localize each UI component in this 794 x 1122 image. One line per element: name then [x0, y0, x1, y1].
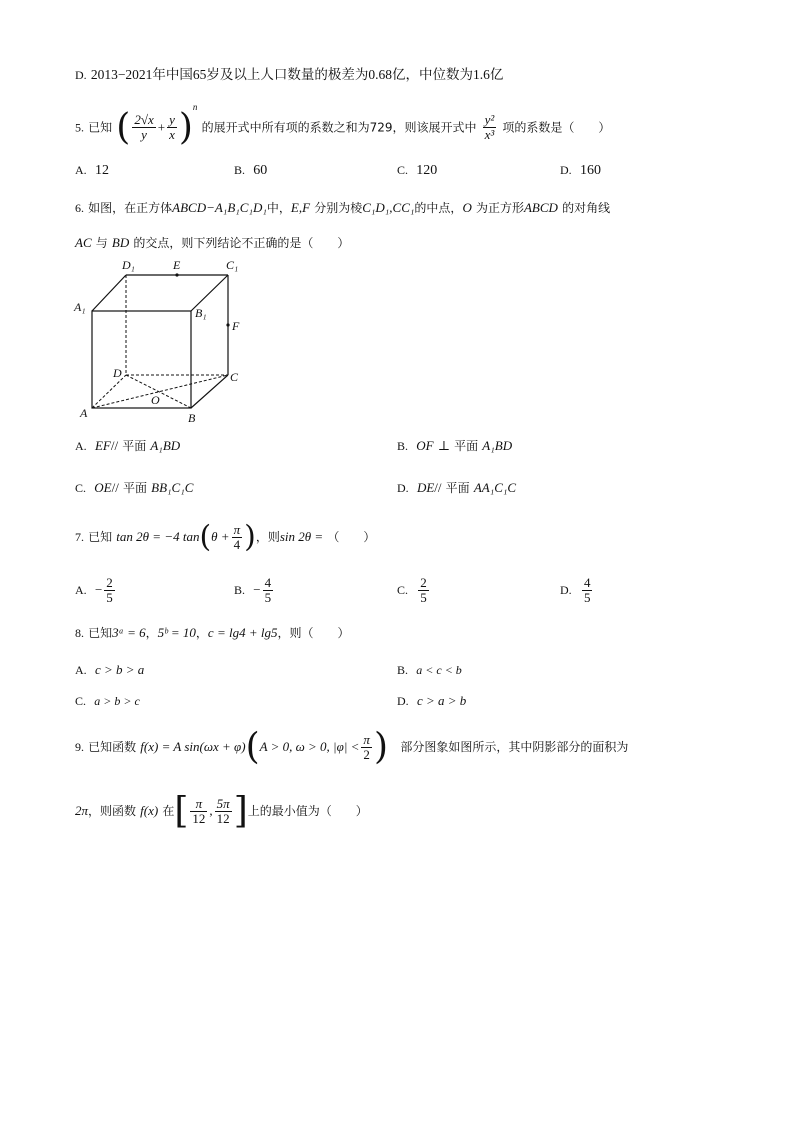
option-b[interactable]: B. − $\frac{4}{5}$: [234, 575, 272, 605]
option-a[interactable]: A. EF// 平面 A₁BD: [75, 438, 181, 453]
option-d[interactable]: D. DE// 平面 AA₁C₁C: [397, 480, 517, 495]
points-ef: E,F: [290, 200, 311, 215]
q7-text-post: （ ）: [327, 530, 376, 544]
q9-area: 2π: [75, 803, 89, 818]
label-d: D: [113, 366, 122, 380]
q9-text-d: 上的最小值为（ ）: [247, 804, 368, 818]
question-text-post: 项的系数是（ ）: [502, 120, 611, 135]
fraction-pi-2: $\frac{\pi}{2}$: [363, 732, 370, 762]
question-number: 6.: [75, 201, 84, 215]
right-paren: ): [178, 106, 193, 148]
point-f-dot: [226, 323, 229, 326]
label-a: A: [80, 406, 88, 420]
edges: C₁D₁,CC₁: [362, 200, 415, 215]
label-b1: B₁: [195, 306, 207, 320]
exponent: n: [192, 102, 198, 112]
q8-expr-1: 3ᵃ = 6: [112, 625, 146, 640]
option-a[interactable]: A. − $\frac{2}{5}$: [75, 575, 113, 605]
fraction-pi-4: $\frac{\pi}{4}$: [233, 522, 241, 552]
question-8: [75, 624, 349, 643]
left-paren: (: [199, 519, 212, 555]
q9-text-post: 部分图象如图所示，其中阴影部分的面积为: [400, 740, 629, 754]
q8-sep-2: ，: [195, 626, 208, 640]
right-paren: ): [373, 726, 388, 768]
q9-text-b: ，则函数: [88, 804, 137, 818]
question-9-line-2: [75, 789, 368, 833]
segment-ac: AC: [75, 235, 92, 250]
option-d[interactable]: D. $\frac{4}{5}$: [560, 575, 591, 605]
label-b: B: [188, 411, 196, 425]
question-7: [75, 516, 375, 558]
question-5: [75, 98, 610, 148]
option-text: 2013−2021年中国65岁及以上人口数量的极差为0.68亿，中位数为1.6亿: [90, 67, 504, 82]
label-e: E: [173, 258, 181, 272]
q7-text-pre: 已知: [88, 530, 113, 544]
question-number: 5.: [75, 120, 84, 135]
q9-fx: f(x): [140, 803, 159, 818]
question-number: 7.: [75, 530, 84, 544]
question-text: 已知: [88, 120, 113, 135]
point-o: O: [462, 200, 472, 215]
option-c[interactable]: C. 120: [397, 163, 438, 178]
left-bracket: [: [174, 790, 189, 832]
question-9-line-1: [75, 724, 628, 770]
option-d[interactable]: D. c > a > b: [397, 693, 467, 708]
interval-comma: ,: [209, 803, 213, 818]
q9-text-pre: 已知函数: [88, 740, 137, 754]
option-d[interactable]: D. 160: [560, 163, 601, 178]
fraction-pi-12: $\frac{\pi}{12}$: [192, 796, 206, 826]
plus-sign: +: [157, 119, 166, 135]
option-a[interactable]: A. 12: [75, 163, 109, 178]
q8-expr-2: 5ᵇ = 10: [157, 625, 196, 640]
q6-text-e: 为正方形: [475, 201, 524, 215]
question-number: 8.: [75, 626, 84, 640]
point-e-dot: [175, 273, 178, 276]
q7-theta: θ +: [211, 529, 230, 544]
label-o: O: [151, 393, 160, 407]
question-number: 9.: [75, 740, 84, 754]
q6-text-b: 中，: [266, 201, 291, 215]
q6-text-d: 的中点，: [414, 201, 463, 215]
left-paren: (: [245, 726, 260, 768]
fraction-3: $\frac{\text{y²}}{\text{x³}}$: [484, 112, 495, 143]
option-c[interactable]: C. OE// 平面 BB₁C₁C: [75, 480, 194, 495]
label-a1: A₁: [74, 300, 86, 314]
right-bracket: ]: [233, 790, 248, 832]
q6-text-g: 与: [95, 236, 108, 250]
option-c[interactable]: C. $\frac{2}{5}$: [397, 575, 427, 605]
question-6-line-1: [75, 199, 610, 218]
label-c: C: [230, 370, 239, 384]
edge-a1d1: [92, 275, 126, 311]
right-paren: ): [244, 519, 256, 555]
q4-option-d: [75, 66, 503, 85]
q8-expr-3: c = lg4 + lg5: [207, 625, 278, 640]
option-b[interactable]: B. 60: [234, 163, 268, 178]
option-b[interactable]: B. a < c < b: [397, 663, 462, 677]
option-b[interactable]: B. OF ⊥ 平面 A₁BD: [397, 438, 513, 453]
fraction-1: $\frac{2√x}{y}$: [134, 112, 154, 143]
q8-text-post: ，则（ ）: [277, 626, 350, 640]
q6-text-c: 分别为棱: [314, 201, 363, 215]
label-f: F: [232, 319, 240, 333]
fraction-2: $\frac{y}{x}$: [169, 112, 175, 143]
fraction-5pi-12: $\frac{5\pi}{12}$: [216, 796, 230, 826]
q6-text-f: 的对角线: [562, 201, 611, 215]
left-paren: (: [116, 106, 131, 148]
q6-text-h: 的交点，则下列结论不正确的是（ ）: [133, 236, 350, 250]
option-label: D.: [75, 68, 87, 82]
cube-figure: [70, 255, 260, 425]
q7-equation-lhs: tan 2θ = −4 tan: [116, 529, 200, 544]
q7-text-mid: ，则: [255, 530, 280, 544]
q6-text-a: 如图，在正方体: [88, 201, 173, 215]
label-d1: D₁: [122, 258, 135, 272]
option-a[interactable]: A. c > b > a: [75, 662, 145, 677]
cube-name: ABCD−A₁B₁C₁D₁: [172, 200, 267, 215]
q7-equation-rhs: sin 2θ =: [279, 529, 324, 544]
q9-function: f(x) = A sin(ωx + φ): [140, 739, 246, 754]
q9-conditions: A > 0, ω > 0, |φ| <: [259, 739, 360, 754]
question-text-mid: 的展开式中所有项的系数之和为729，则该展开式中: [201, 120, 477, 135]
label-c1: C₁: [226, 258, 239, 272]
square-name: ABCD: [523, 200, 558, 215]
q9-text-c: 在: [162, 804, 175, 818]
q8-text-pre: 已知: [88, 626, 113, 640]
question-6-line-2: [75, 234, 349, 253]
segment-bd: BD: [111, 235, 130, 250]
option-c[interactable]: C. a > b > c: [75, 694, 140, 708]
q8-sep-1: ，: [145, 626, 158, 640]
